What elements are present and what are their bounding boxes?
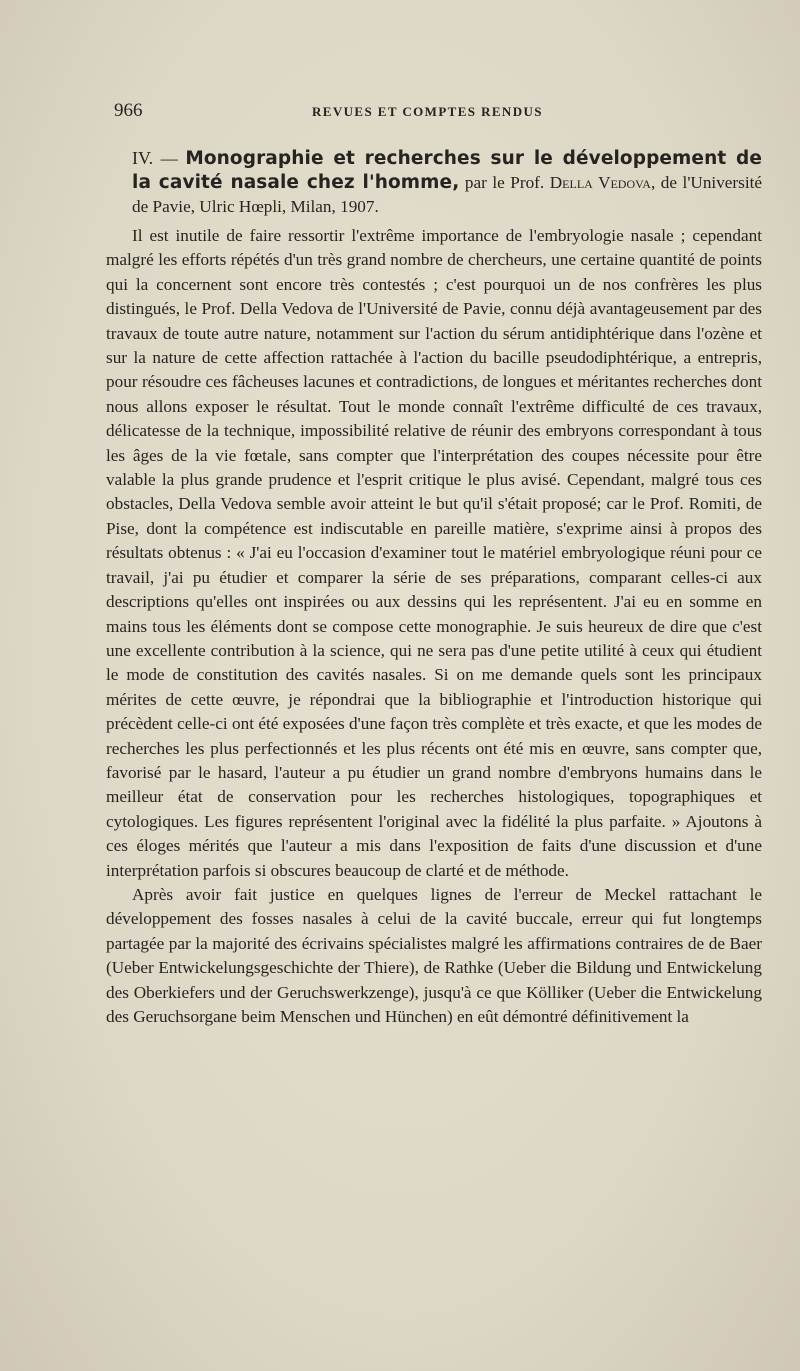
running-title: REVUES ET COMPTES RENDUS: [312, 104, 543, 119]
page-number: 966: [114, 100, 143, 121]
article-number: IV.: [132, 148, 154, 168]
heading-dash: —: [160, 149, 178, 168]
article-byline: par le Prof.: [464, 173, 545, 192]
paragraph-2: Après avoir fait justice en quelques lignes de l'erreur de Meckel rattachant le développement des fosses nasales à celui de la cavité buccale, erreur qui fut longtemps partagée par la majorité des écrivains spécialistes malgré les affirmations contraires de de Baer (Ueber Entwickelungsgeschichte der Thiere), de Rathke (Ueber die Bildung und Entwickelung des Oberkiefers und der Geruchswerkzenge), jusqu'à ce que Kölliker (Ueber die Entwickelung des Geruchsorgane beim Menschen und Hünchen) en eût démontré définitivement la: [106, 884, 762, 1026]
page-header: [114, 100, 750, 126]
article-author: Della Vedova: [549, 173, 651, 192]
article-affiliation: , de l'Université de Pavie, Ulric Hœpli, Milan, 1907.: [132, 173, 763, 216]
article-title: Monographie et recherches sur le développement de la cavité nasale chez l'homme,: [132, 148, 763, 193]
paragraph-1: Il est inutile de faire ressortir l'extrême importance de l'embryologie nasale ; cependant malgré les efforts répétés d'un très grand nombre de chercheurs, une certaine quantité de points qui la concernent sont encore très contestés ; c'est pourquoi un de nos confrères les plus distingués, le Prof. Della Vedova de l'Université de Pavie, connu déjà avantageusement par des travaux de toute autre nature, notamment sur l'action du sérum antidiphtérique dans l'ozène et sur la nature de cette affection rattachée à l'action du bacille pseudodiphtérique, a entrepris, pour résoudre ces fâcheuses lacunes et contradictions, de longues et méritantes recherches dont nous allons exposer le résultat. Tout le monde connaît l'extrême difficulté de ces travaux, délicatesse de la technique, impossibilité relative de réunir des embryons correspondant à tous les âges de la vie fœtale, sans compter que l'interprétation des coupes nécessite pour être valable la plus grande prudence et l'esprit critique le plus avisé. Cependant, malgré tous ces obstacles, Della Vedova semble avoir atteint le but qu'il s'était proposé; car le Prof. Romiti, de Pise, dont la compétence est indiscutable en pareille matière, s'exprime ainsi à propos des résultats obtenus : « J'ai eu l'occasion d'examiner tout le matériel embryologique réuni pour ce travail, j'ai pu étudier et comparer la série de ses préparations, comparant celles-ci aux descriptions qu'elles ont inspirées ou aux dessins qui les représentent. J'ai eu en somme en mains tous les éléments dont se compose cette monographie. Je suis heureux de dire que c'est une excellente contribution à la science, qui ne sera pas d'une petite utilité à ceux qui étudient le mode de constitution des cavités nasales. Si on me demande quels sont les principaux mérites de cette œuvre, je répondrai que la bibliographie et l'introduction historique qui précèdent celle-ci ont été exposées d'une façon très complète et très exacte, et que les modes de recherches les plus perfectionnés et les plus récents ont été mis en œuvre, sans compter que, favorisé par le hasard, l'auteur a pu étudier un grand nombre d'embryons humains dans le meilleur état de conservation pour les recherches histologiques, topographiques et cytologiques. Les figures représentent l'original avec la fidélité la plus parfaite. » Ajoutons à ces éloges mérités que l'auteur a mis dans l'exposition de faits d'une discussion et d'une interprétation parfois si obscures beaucoup de clarté et de méthode.: [106, 226, 762, 880]
article-body: [106, 146, 762, 1029]
article-heading: [132, 146, 762, 219]
